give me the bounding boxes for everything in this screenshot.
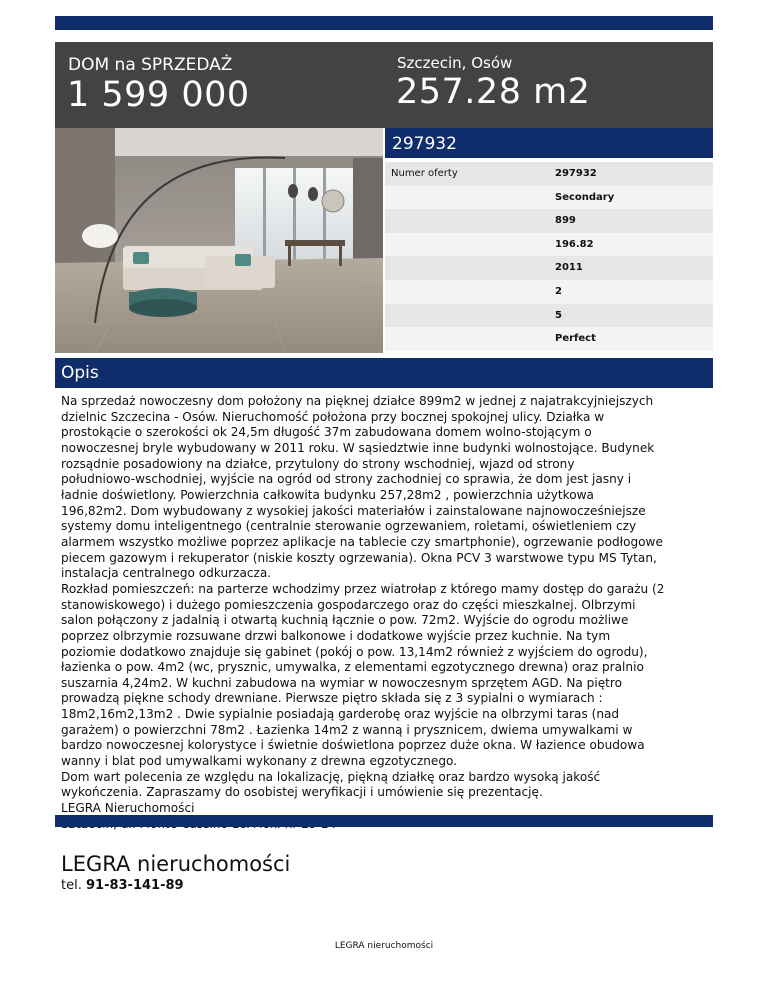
description-line: 18m2,16m2,13m2 . Dwie sypialnie posiadają garderobę oraz wyjście na olbrzymi taras (nad (61, 707, 620, 722)
description-line: poprzez olbrzymie rozsuwane drzwi balkonowe i dodatkowe wyjście przez kuchnie. Na tym (61, 628, 611, 643)
listing-header (55, 42, 713, 128)
detail-row (385, 327, 713, 351)
page-footer: LEGRA nieruchomości (334, 941, 434, 951)
description-line: dzielnic Szczecina - Osów. Nieruchomość położona przy bocznej spokojnej ulicy. Działka w (61, 409, 605, 424)
detail-row (385, 209, 713, 233)
property-photo (55, 128, 383, 353)
description-line: systemy domu inteligentnego (centralnie sterowanie ogrzewaniem, roletami, oświetleniem czy (61, 519, 637, 534)
description-line: łazienka o pow. 4m2 (wc, prysznic, umywalka, z elementami egzotycznego drewna) oraz pralnio (61, 660, 644, 675)
property-price: 1 599 000 (67, 75, 250, 115)
property-type: DOM na SPRZEDAŻ (68, 55, 233, 75)
description-line: garażem) o powierzchni 78m2 . Łazienka 14m2 z wanną i prysznicem, dwiema umywalkami w (61, 722, 633, 737)
description-line: Rozkład pomieszczeń: na parterze wchodzimy przez wiatrołap z którego mamy dostęp do garażu (2 (61, 581, 665, 596)
description-line: alarmem wszystko możliwe poprzez aplikacje na tablecie czy smartphonie), ogrzewanie podłogowe (61, 534, 663, 549)
detail-value: 899 (555, 215, 576, 227)
detail-row (385, 233, 713, 257)
description-title: Opis (61, 363, 99, 383)
detail-label: Numer oferty (391, 168, 458, 179)
detail-value: Perfect (555, 333, 596, 345)
property-location: Szczecin, Osów (397, 54, 513, 72)
description-line: nowoczesnej bryle wybudowany w 2011 roku. W sąsiedztwie inne budynki wolnostojące. Budynek (61, 440, 655, 455)
phone-number: 91-83-141-89 (85, 878, 184, 893)
description-line: rozsądnie posadowiony na działce, przytulony do strony wschodniej, wjazd od strony (61, 456, 575, 471)
description-line: wanny i blat pod umywalkami wykonany z drewna egzotycznego. (61, 754, 458, 769)
description-line: LEGRA Nieruchomości (61, 801, 195, 816)
description-text (61, 394, 711, 832)
detail-row (385, 304, 713, 328)
detail-value: 5 (555, 309, 562, 321)
description-line: Dom wart polecenia ze względu na lokalizację, piękną działkę oraz bardzo wysoką jakość (61, 769, 601, 784)
detail-value: 2011 (555, 262, 583, 274)
agency-name: LEGRA nieruchomości (61, 852, 291, 876)
detail-value: 196.82 (555, 238, 594, 250)
detail-value: 297932 (555, 168, 597, 179)
description-line: prowadzą piękne schody drewniane. Pierwsze piętro składa się z 3 sypialni o wymiarach : (61, 691, 603, 706)
description-line: południowo-wschodniej, wyjście na ogród od strony zachodniej co sprawia, że dom jest jasny i (61, 472, 632, 487)
detail-row (385, 162, 713, 186)
description-line: bardzo nowoczesnej kolorystyce i świetnie doświetlona poprzez duże okna. W łazience obudowa (61, 738, 645, 753)
description-line: salon połączony z jadalnią i otwartą kuchnią łącznie o pow. 72m2. Wyjście do ogrodu możliwe (61, 613, 629, 628)
detail-row (385, 256, 713, 280)
detail-row (385, 280, 713, 304)
description-line: wykończenia. Zapraszamy do osobistej weryfikacji i umówienie się prezentację. (61, 785, 543, 800)
top-accent-bar (55, 16, 713, 30)
description-line: stanowiskowego) i dużego pomieszczenia gospodarczego oraz do części mieszkalnej. Olbrzymi (61, 597, 636, 612)
bottom-accent-bar (55, 815, 713, 827)
offer-id: 297932 (392, 134, 457, 154)
description-header (55, 358, 713, 388)
description-line: suszarnia 4,24m2. W kuchni zabudowa na wymiar w nowoczesnym sprzętem AGD. Na piętro (61, 675, 622, 690)
detail-value: 2 (555, 285, 562, 297)
offer-id-bar (385, 128, 713, 158)
description-line: piecem gazowym i rekuperator (niskie koszty ogrzewania). Okna PCV 3 warstwowe typu MS Tytan, (61, 550, 657, 565)
description-line: poziomie dodatkowo znajduje się gabinet (pokój o pow. 13,14m2 również z wyjściem do ogrodu), (61, 644, 648, 659)
agency-phone (61, 878, 184, 893)
description-line: ładnie doświetlony. Powierzchnia całkowita budynku 257,28m2 , powierzchnia użytkowa (61, 487, 594, 502)
description-line: instalacja centralnego odkurzacza. (61, 566, 272, 581)
detail-value: Secondary (555, 191, 615, 203)
property-area: 257.28 m2 (396, 72, 591, 112)
description-line: 196,82m2. Dom wybudowany z wysokiej jakości materiałów i zainstalowane najnowocześniejsze (61, 503, 646, 518)
detail-row (385, 186, 713, 210)
phone-label: tel. (61, 878, 82, 893)
details-table (385, 162, 713, 351)
description-line: prostokącie o szerokości ok 24,5m długość 37m zabudowana domem wolno-stojącym o (61, 425, 592, 440)
description-line: Na sprzedaż nowoczesny dom położony na pięknej działce 899m2 w jednej z najatrakcyjniejszych (61, 394, 654, 408)
